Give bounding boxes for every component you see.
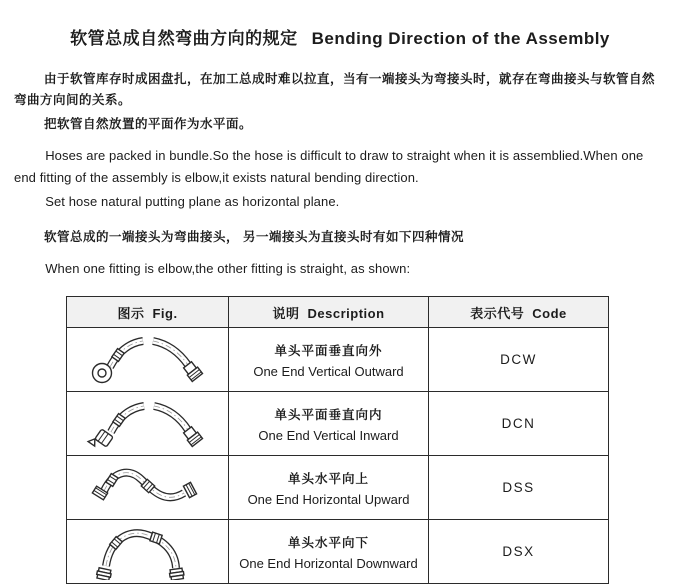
header-fig: 图示 Fig. [67, 297, 229, 328]
fig-cell [67, 328, 229, 392]
table-header-row [67, 297, 609, 328]
paragraph-intro-zh: 由于软管库存时成困盘扎，在加工总成时难以拉直，当有一端接头为弯接头时，就存在弯曲接头与软管自然弯曲方向间的关系。 [14, 72, 656, 108]
table-row [67, 392, 609, 456]
hose-horizontal-upward-icon [78, 460, 218, 516]
paragraph-plane-zh: 把软管自然放置的平面作为水平面。 [44, 116, 253, 131]
code-cell: DSX [429, 520, 609, 584]
description-cell: 单头水平向下 One End Horizontal Downward [229, 520, 429, 584]
page-title-zh: 软管总成自然弯曲方向的规定 [70, 29, 298, 48]
paragraph-cases-en: When one fitting is elbow,the other fitting is straight, as shown: [45, 261, 411, 277]
paragraph-intro-en: Hoses are packed in bundle.So the hose is difficult to draw to straight when it is assemblied.When one end fitting of the assembly is elbow,it exists natural bending direction. [14, 147, 644, 185]
table-row [67, 328, 609, 392]
hose-vertical-outward-icon [78, 332, 218, 388]
fig-cell [67, 456, 229, 520]
header-description: 说明 Description [229, 297, 429, 328]
header-code: 表示代号 Code [429, 297, 609, 328]
hose-vertical-inward-icon [78, 396, 218, 452]
bending-direction-table [66, 296, 609, 584]
description-cell: 单头平面垂直向外 One End Vertical Outward [229, 328, 429, 392]
page-title [14, 24, 666, 49]
paragraph-plane-en: Set hose natural putting plane as horizontal plane. [45, 193, 340, 209]
description-cell: 单头平面垂直向内 One End Vertical Inward [229, 392, 429, 456]
table-row [67, 456, 609, 520]
paragraph-cases-zh: 软管总成的一端接头为弯曲接头， 另一端接头为直接头时有如下四种情况 [44, 230, 464, 245]
code-cell: DCW [429, 328, 609, 392]
code-cell: DCN [429, 392, 609, 456]
fig-cell [67, 392, 229, 456]
page-title-en: Bending Direction of the Assembly [311, 29, 610, 48]
code-cell: DSS [429, 456, 609, 520]
description-cell: 单头水平向上 One End Horizontal Upward [229, 456, 429, 520]
